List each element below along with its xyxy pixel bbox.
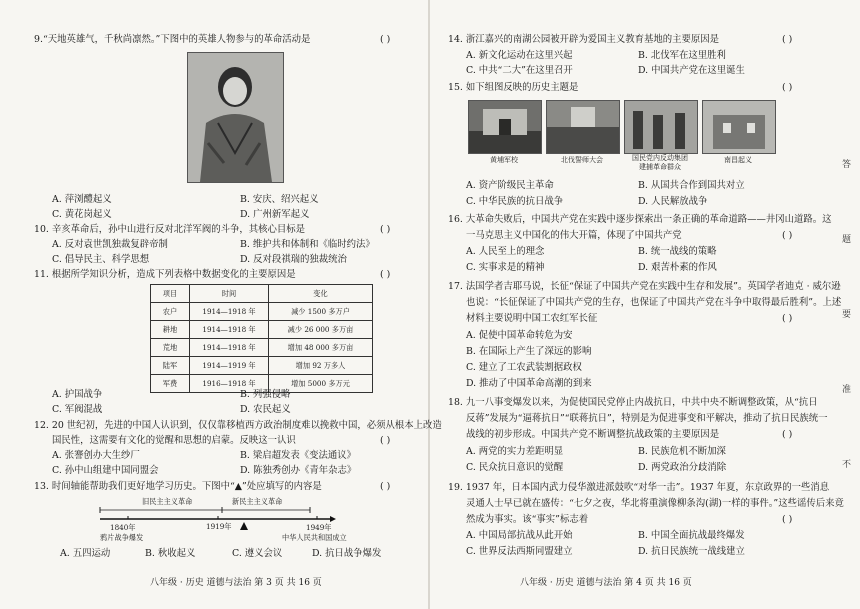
q14-option-c: C. 中共“二大”在这里召开	[466, 65, 573, 76]
q16-paren: ( )	[782, 230, 793, 241]
q18-option-a: A. 两党的实力差距明显	[466, 446, 564, 457]
q15-option-c: C. 中华民族的抗日战争	[466, 196, 564, 207]
q15-stem: 15. 如下组图反映的历史主题是	[448, 82, 579, 93]
q9-option-d: D. 广州新军起义	[240, 209, 310, 220]
caption-reactionary-line1: 国民党内反动集团	[632, 154, 688, 162]
timeline-1949-event: 中华人民共和国成立	[282, 533, 347, 542]
table-cell: 陆军	[151, 357, 190, 375]
photo-nanchang-uprising	[702, 100, 776, 154]
q19-option-d: D. 抗日民族统一战线建立	[638, 546, 745, 557]
q19-option-c: C. 世界反法西斯同盟建立	[466, 546, 573, 557]
q12-option-d: D. 陈独秀创办《青年杂志》	[240, 465, 357, 476]
table-cell: 减少 1500 多万户	[269, 303, 373, 321]
q17-paren: ( )	[782, 313, 793, 324]
q16-option-b: B. 统一战线的策略	[638, 246, 717, 257]
q9-paren: ( )	[380, 34, 391, 45]
q19-stem-line2: 灵通人士早已就在盛传：“七夕之夜，华北将重演像柳条沟(湖)一样的事件。”这些谣传后来竟	[466, 498, 844, 509]
q19-option-b: B. 中国全面抗战最终爆发	[638, 530, 745, 541]
timeline-1919: 1919年	[206, 522, 232, 531]
q9-option-b: B. 安庆、绍兴起义	[240, 194, 319, 205]
q12-paren: ( )	[380, 435, 391, 446]
margin-note: 答	[842, 160, 852, 170]
table-cell: 1916—1918 年	[190, 375, 269, 393]
q10-stem: 10. 辛亥革命后，孙中山进行反对北洋军阀的斗争，其核心目标是	[34, 224, 306, 235]
q19-paren: ( )	[782, 514, 793, 525]
q11-option-a: A. 护国战争	[52, 389, 103, 400]
table-header: 时间	[190, 285, 269, 303]
q19-option-a: A. 中国局部抗战从此开始	[466, 530, 573, 541]
q15-option-a: A. 资产阶级民主革命	[466, 180, 554, 191]
q11-option-b: B. 列强侵略	[240, 389, 291, 400]
q9-option-c: C. 黄花岗起义	[52, 209, 112, 220]
q16-stem-line1: 16. 大革命失败后，中国共产党在实践中逐步探索出一条正确的革命道路——井冈山道路。这	[448, 214, 832, 225]
q10-option-c: C. 倡导民主、科学思想	[52, 254, 150, 265]
timeline-old-democratic: 旧民主主义革命	[142, 497, 193, 506]
table-cell: 1914—1919 年	[190, 357, 269, 375]
q12-stem-line1: 12. 20 世纪初，先进的中国人认识到，仅仅靠移植西方政治制度难以挽救中国，必须从根本上改造	[34, 420, 442, 431]
q18-option-d: D. 两党政治分歧消除	[638, 462, 727, 473]
q9-option-a: A. 萍浏醴起义	[52, 194, 112, 205]
q9-stem: 9.“天地英雄气，千秋尚凛然。”下图中的英雄人物参与的革命活动是	[34, 34, 311, 45]
table-cell: 荒地	[151, 339, 190, 357]
page-4	[430, 0, 860, 609]
margin-note: 不	[842, 460, 852, 470]
q18-stem-line3: 战线的初步形成。中国共产党不断调整抗战政策的主要原因是	[466, 429, 720, 440]
table-cell: 耕地	[151, 321, 190, 339]
q11-stem: 11. 根据所学知识分析，造成下列表格中数据变化的主要原因是	[34, 269, 296, 280]
q13-option-b: B. 秋收起义	[145, 548, 196, 559]
q18-option-b: B. 民族危机不断加深	[638, 446, 726, 457]
timeline-1840: 1840年	[110, 523, 136, 532]
q13-option-a: A. 五四运动	[60, 548, 111, 559]
q15-option-b: B. 从国共合作到国共对立	[638, 180, 745, 191]
q13-timeline	[0, 0, 428, 609]
q10-option-b: B. 维护共和体制和《临时约法》	[240, 239, 375, 250]
caption-nanchang: 南昌起义	[724, 156, 752, 164]
q12-option-a: A. 张謇创办大生纱厂	[52, 450, 140, 461]
q10-option-d: D. 反对段祺瑞的独裁统治	[240, 254, 347, 265]
q14-stem: 14. 浙江嘉兴的南湖公园被开辟为爱国主义教育基地的主要原因是	[448, 34, 720, 45]
q17-option-c: C. 建立了工农武装割据政权	[466, 362, 582, 373]
photo-whampoa-academy	[468, 100, 542, 154]
q17-option-d: D. 推动了中国革命高潮的到来	[466, 378, 592, 389]
margin-note: 要	[842, 310, 852, 320]
table-cell: 减少 26 000 多万亩	[269, 321, 373, 339]
q14-option-d: D. 中国共产党在这里诞生	[638, 65, 745, 76]
q17-option-a: A. 促使中国革命转危为安	[466, 330, 573, 341]
q14-paren: ( )	[782, 34, 793, 45]
table-cell: 增加 48 000 多万亩	[269, 339, 373, 357]
q16-option-d: D. 艰苦朴素的作风	[638, 262, 717, 273]
caption-northern-expedition: 北伐誓师大会	[561, 156, 603, 164]
q18-stem-line2: 反蒋”发展为“逼蒋抗日”“联蒋抗日”，特别是为促进事变和平解决，推动了抗日民族统一	[466, 413, 828, 424]
q15-option-d: D. 人民解放战争	[638, 196, 708, 207]
caption-whampoa: 黄埔军校	[490, 156, 518, 164]
table-cell: 1914—1918 年	[190, 303, 269, 321]
q13-option-d: D. 抗日战争爆发	[312, 548, 382, 559]
q18-option-c: C. 民众抗日意识的觉醒	[466, 462, 564, 473]
q19-stem-line1: 19. 1937 年，日本国内武力侵华激进派鼓吹“对华一击”。1937 年夏，东京政界的一些消息	[448, 482, 830, 493]
q10-option-a: A. 反对袁世凯独裁复辟帝制	[52, 239, 168, 250]
table-cell: 军费	[151, 375, 190, 393]
q14-option-a: A. 新文化运动在这里兴起	[466, 50, 573, 61]
table-cell: 1914—1918 年	[190, 339, 269, 357]
page-4-footer: 八年级 · 历史 道德与法治 第 4 页 共 16 页	[520, 578, 692, 588]
q16-stem-line2: 一马克思主义中国化的伟大开篇，体现了中国共产党	[466, 230, 682, 241]
q17-option-b: B. 在国际上产生了深远的影响	[466, 346, 592, 357]
table-header: 变化	[269, 285, 373, 303]
q12-stem-line2: 国民性，这需要有文化的觉醒和思想的启蒙。反映这一认识	[52, 435, 296, 446]
q10-paren: ( )	[380, 224, 391, 235]
table-cell: 增加 92 万多人	[269, 357, 373, 375]
table-header: 项目	[151, 285, 190, 303]
table-cell: 农户	[151, 303, 190, 321]
q17-stem-line1: 17. 法国学者吉耶马说，长征“保证了中国共产党在实践中生存和发展”。英国学者迪克 · 威尔逊	[448, 281, 841, 292]
timeline-1840-event: 鸦片战争爆发	[100, 533, 144, 542]
q16-option-c: C. 实事求是的精神	[466, 262, 545, 273]
q18-stem-line1: 18. 九一八事变爆发以来，为促使国民党停止内战抗日，中共中央不断调整政策，从“抗日	[448, 397, 818, 408]
q13-paren: ( )	[380, 481, 391, 492]
q13-stem: 13. 时间轴能帮助我们更好地学习历史。下图中“▲”处应填写的内容是	[34, 481, 322, 492]
margin-note: 题	[842, 235, 852, 245]
q17-stem-line3: 材料主要说明中国工农红军长征	[466, 313, 598, 324]
q19-stem-line3: 然成为事实。该“事实”标志着	[466, 514, 589, 525]
q13-option-c: C. 遵义会议	[232, 548, 283, 559]
q11-option-c: C. 军阀混战	[52, 404, 103, 415]
photo-northern-expedition-rally	[546, 100, 620, 154]
q17-stem-line2: 也说：“长征保证了中国共产党的生存，也保证了中国共产党在斗争中取得最后胜利”。上述	[466, 297, 842, 308]
timeline-1949: 1949年	[306, 523, 332, 532]
q11-option-d: D. 农民起义	[240, 404, 291, 415]
caption-reactionary-line2: 建捕革命群众	[639, 163, 681, 171]
table-cell: 增加 5000 多万元	[269, 375, 373, 393]
page-3-footer: 八年级 · 历史 道德与法治 第 3 页 共 16 页	[150, 578, 322, 588]
q12-option-b: B. 梁启超发表《变法通议》	[240, 450, 356, 461]
q12-option-c: C. 孙中山组建中国同盟会	[52, 465, 159, 476]
timeline-new-democratic: 新民主主义革命	[232, 497, 283, 506]
q18-paren: ( )	[782, 429, 793, 440]
q15-paren: ( )	[782, 82, 793, 93]
q11-paren: ( )	[380, 269, 391, 280]
table-cell: 1914—1918 年	[190, 321, 269, 339]
photo-reactionary-arrests	[624, 100, 698, 154]
q14-option-b: B. 北伐军在这里胜利	[638, 50, 726, 61]
margin-note: 准	[842, 385, 852, 395]
q16-option-a: A. 人民至上的理念	[466, 246, 545, 257]
